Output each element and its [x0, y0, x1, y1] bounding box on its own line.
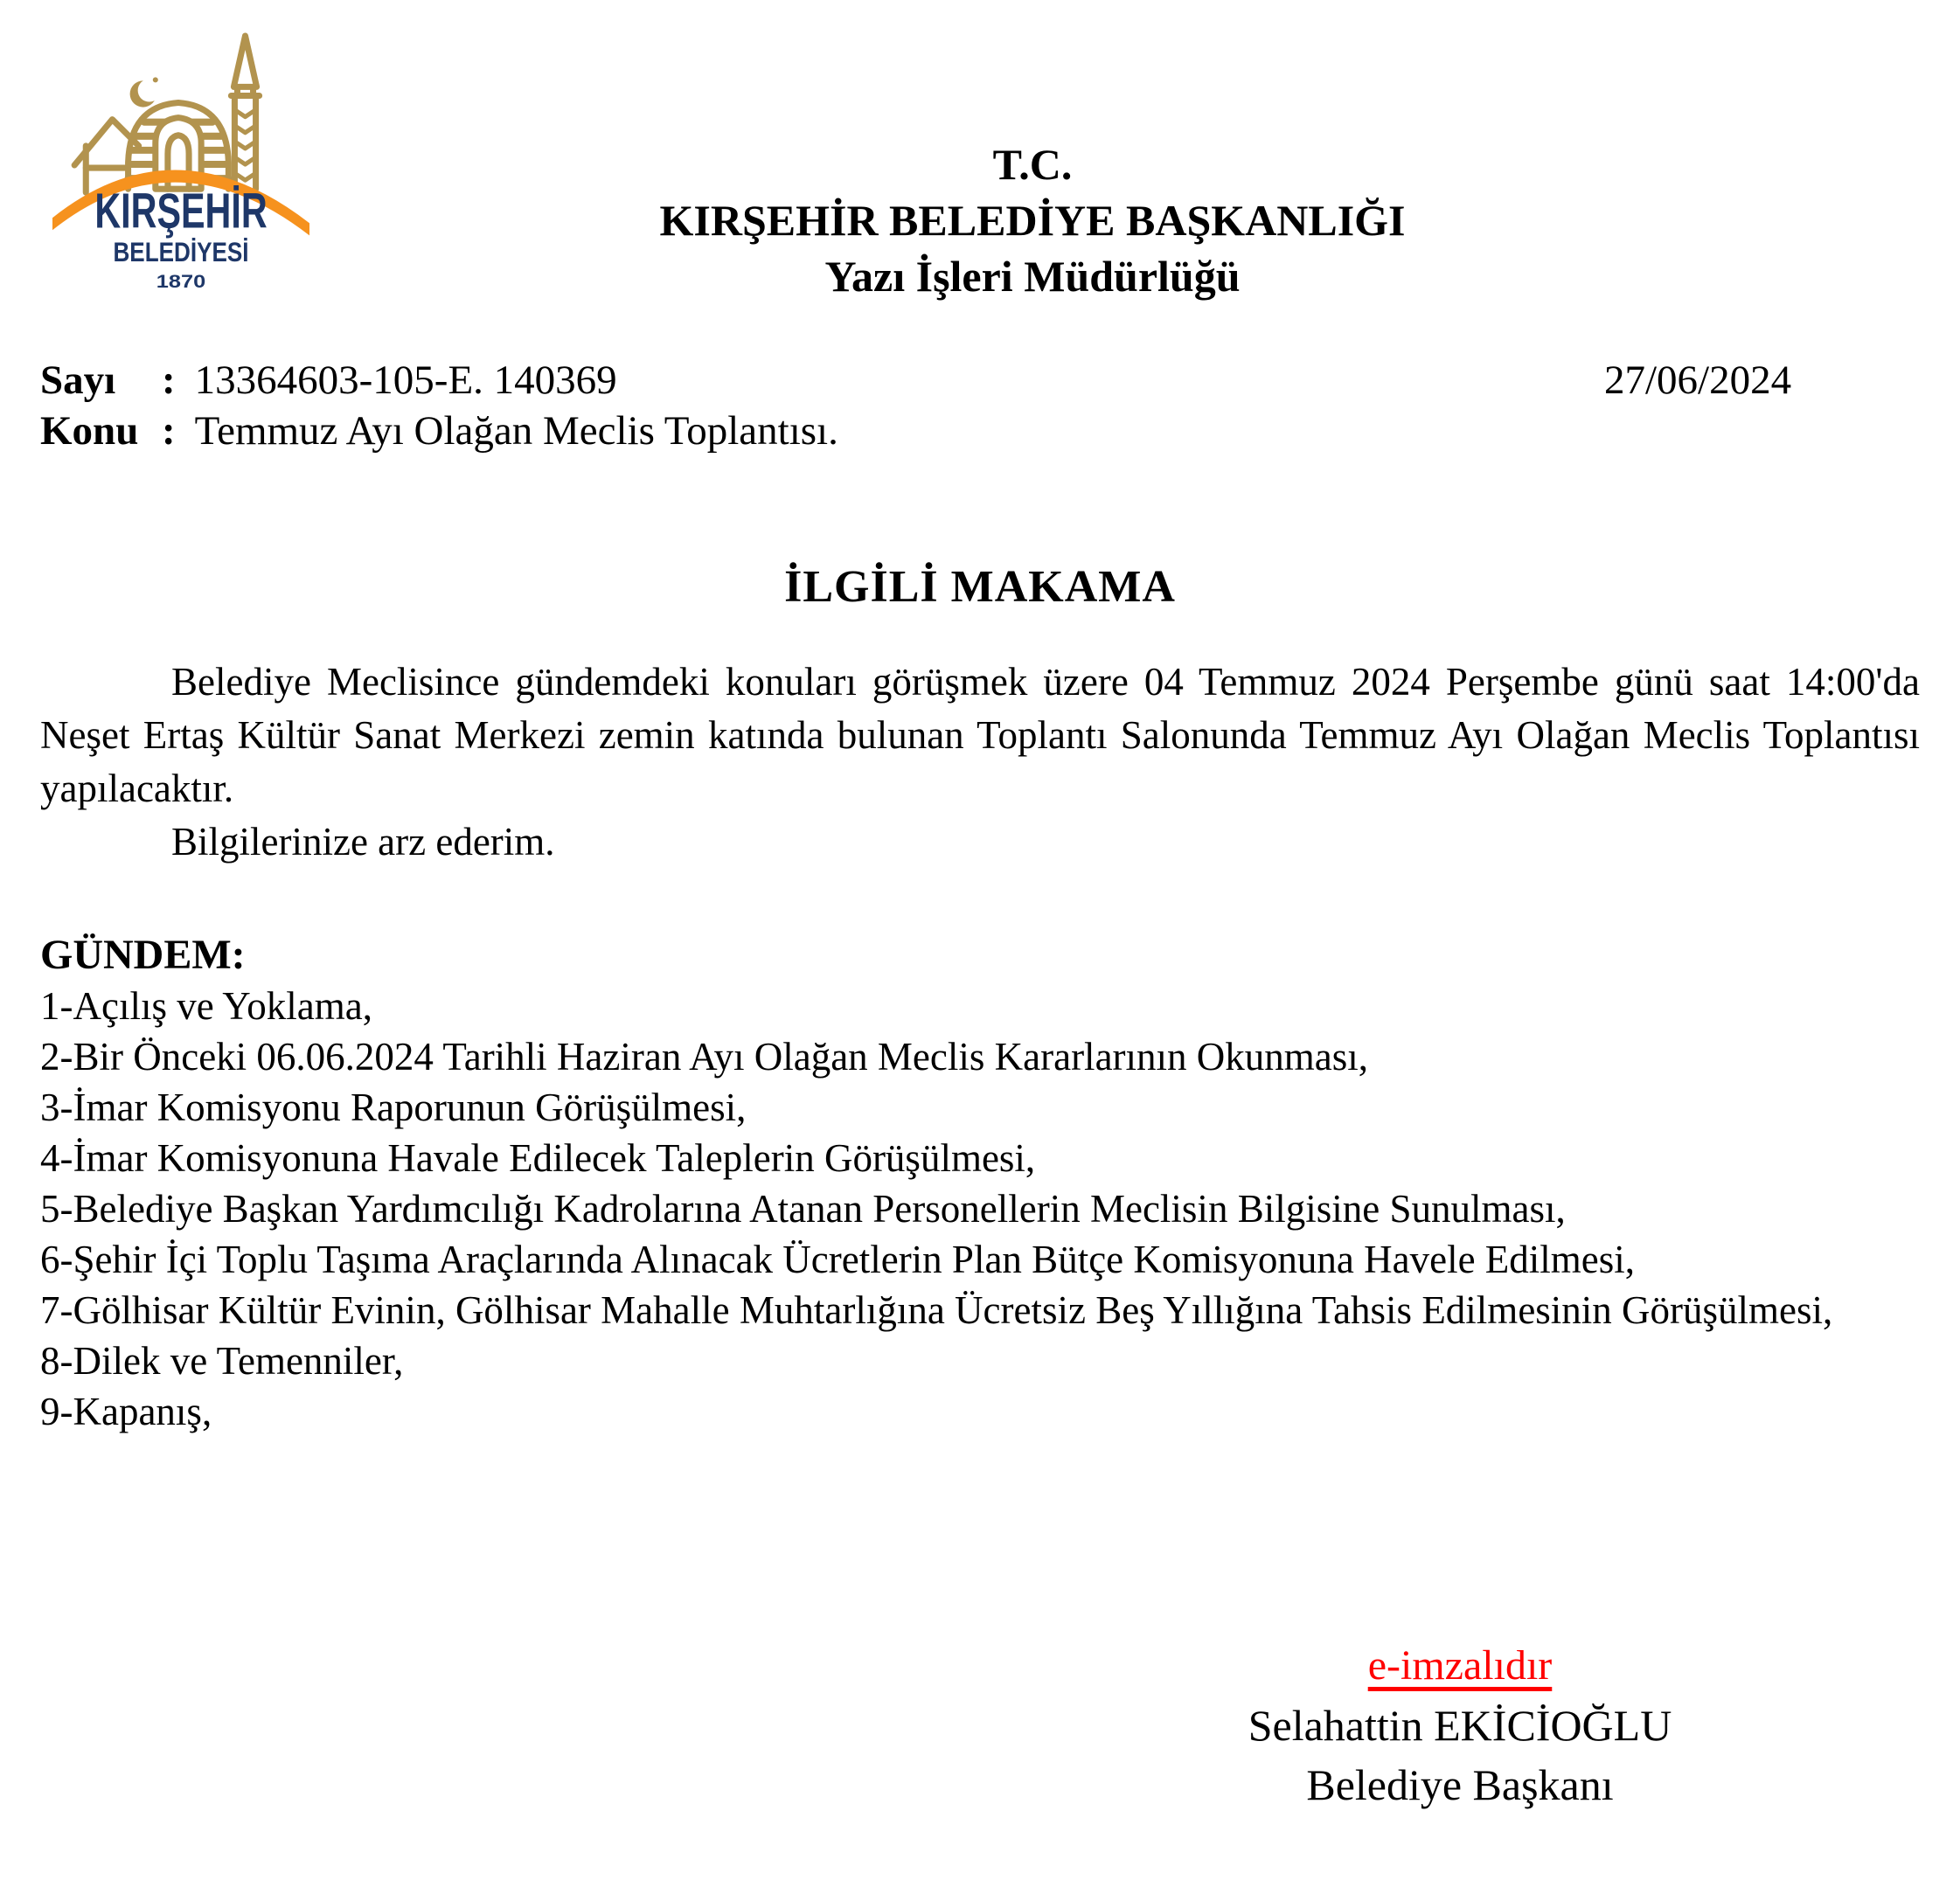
esignature-line [1154, 1634, 1766, 1696]
agenda-section [40, 930, 1920, 1437]
agenda-item: 8-Dilek ve Temenniler, [40, 1339, 404, 1383]
agenda-item: 9-Kapanış, [40, 1390, 212, 1433]
agenda-item: 5-Belediye Başkan Yardımcılığı Kadrolarına Atanan Personellerin Meclisin Bilgisine Sunulması, [40, 1187, 1566, 1231]
letterhead-organization: KIRŞEHİR BELEDİYE BAŞKANLIĞI [659, 196, 1406, 245]
agenda-item: 2-Bir Önceki 06.06.2024 Tarihli Haziran Ayı Olağan Meclis Kararlarının Okunması, [40, 1035, 1369, 1079]
konu-label: Konu [40, 408, 139, 454]
signature-block [1154, 1634, 1766, 1814]
agenda-item: 7-Gölhisar Kültür Evinin, Gölhisar Mahalle Muhtarlığına Ücretsiz Beş Yıllığına Tahsis Edilmesinin Görüşülmesi, [40, 1288, 1833, 1332]
body-paragraph: Belediye Meclisince gündemdeki konuları görüşmek üzere 04 Temmuz 2024 Perşembe günü saat 14:00'da Neşet Ertaş Kültür Sanat Merkezi zemin katında bulunan Toplantı Salonunda Temmuz Ayı Olağan Meclis Toplantısı yapılacaktır. [40, 660, 1920, 810]
letterhead-tc: T.C. [992, 140, 1073, 189]
sayi-row [40, 355, 838, 406]
agenda-item: 4-İmar Komisyonuna Havale Edilecek Taleplerin Görüşülmesi, [40, 1136, 1036, 1180]
logo-year: 1870 [156, 271, 206, 292]
logo-subtitle: BELEDİYESİ [113, 236, 249, 267]
crescent-icon [130, 77, 161, 107]
konu-value: Temmuz Ayı Olağan Meclis Toplantısı. [194, 408, 838, 454]
letterhead-department: Yazı İşleri Müdürlüğü [824, 252, 1241, 301]
konu-separator: : [162, 408, 176, 454]
agenda-heading: GÜNDEM: [40, 932, 246, 978]
signer-title: Belediye Başkanı [1306, 1760, 1614, 1809]
sayi-value: 13364603-105-E. 140369 [194, 357, 617, 403]
letterhead [52, 136, 1960, 304]
document-meta [40, 355, 838, 456]
body-text [40, 656, 1920, 869]
sayi-separator: : [162, 357, 176, 403]
esignature-label: e-imzalıdır [1367, 1642, 1553, 1689]
signer-name: Selahattin EKİCİOĞLU [1248, 1701, 1672, 1750]
logo-city-name: KIRŞEHİR [94, 183, 268, 239]
sayi-label: Sayı [40, 357, 116, 403]
agenda-item: 3-İmar Komisyonu Raporunun Görüşülmesi, [40, 1086, 747, 1129]
recipient-heading: İLGİLİ MAKAMA [784, 562, 1176, 612]
agenda-item: 6-Şehir İçi Toplu Taşıma Araçlarında Alınacak Ücretlerin Plan Bütçe Komisyonuna Havele Edilmesi, [40, 1238, 1636, 1281]
document-date: 27/06/2024 [1604, 357, 1792, 403]
closing-paragraph: Bilgilerinize arz ederim. [171, 820, 555, 864]
agenda-item: 1-Açılış ve Yoklama, [40, 984, 372, 1028]
konu-row [40, 406, 838, 456]
